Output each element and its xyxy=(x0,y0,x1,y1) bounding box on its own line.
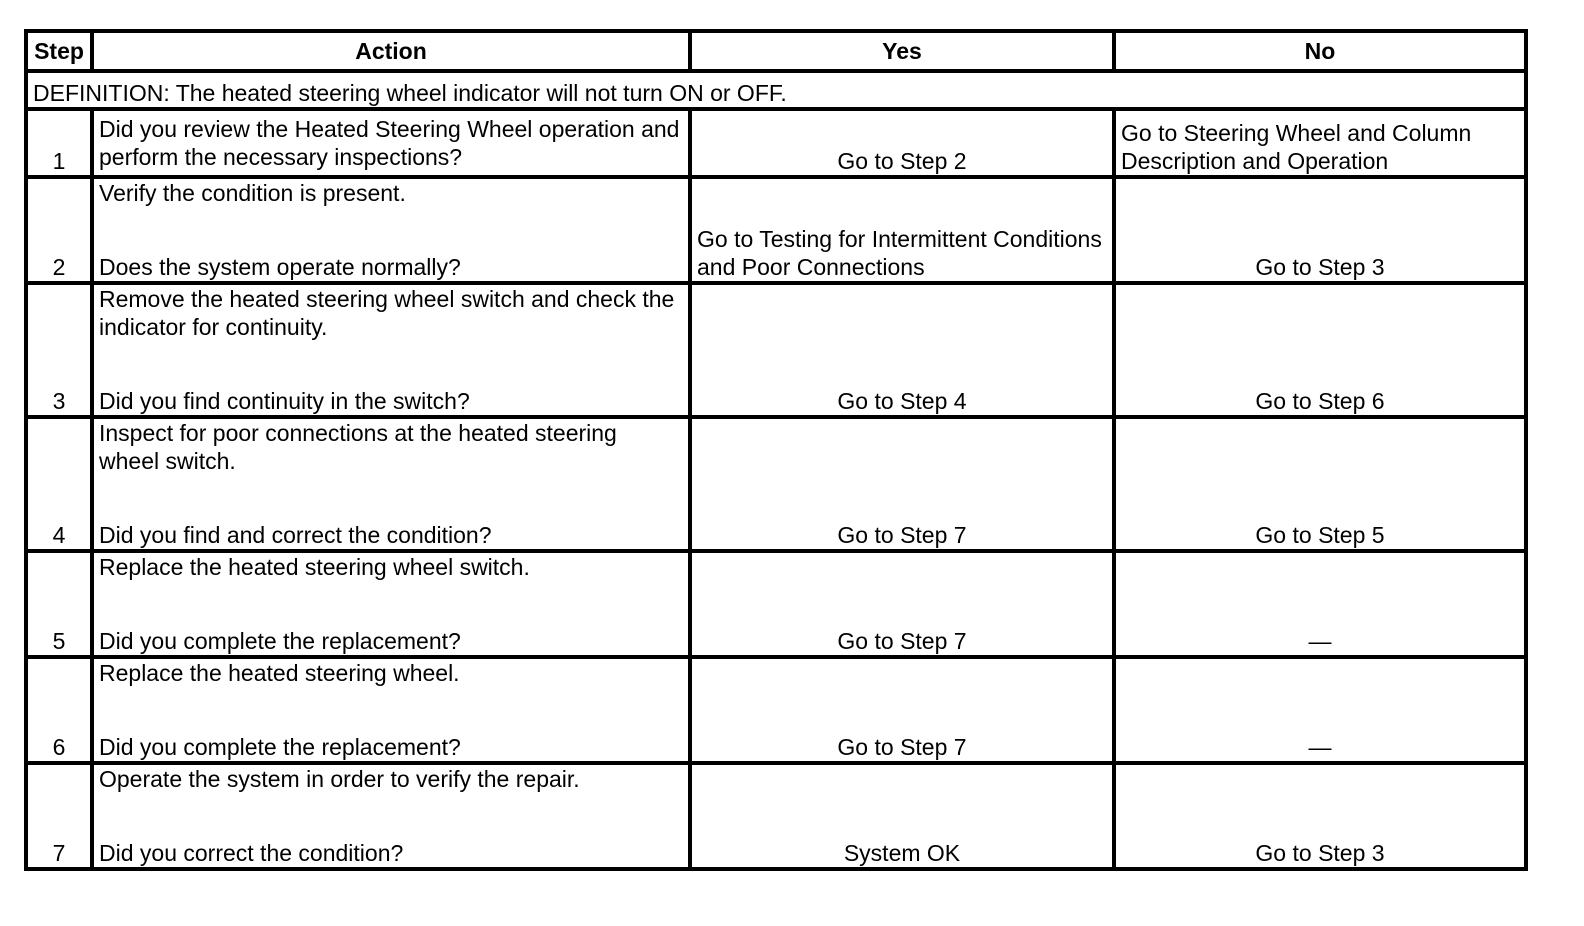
step-action xyxy=(92,109,690,177)
header-no: No xyxy=(1114,31,1526,71)
step-instruction: Operate the system in order to verify the repair. xyxy=(99,766,580,792)
header-step: Step xyxy=(26,31,92,71)
no-result: Go to Steering Wheel and Column Description and Operation xyxy=(1114,109,1526,177)
header-row xyxy=(26,31,1526,71)
step-row-7 xyxy=(26,763,1526,869)
step-action xyxy=(92,283,690,417)
step-row-5 xyxy=(26,551,1526,657)
step-instruction: Did you review the Heated Steering Wheel operation and perform the necessary inspections? xyxy=(99,116,680,170)
yes-result: Go to Step 7 xyxy=(690,551,1114,657)
yes-result: Go to Step 7 xyxy=(690,417,1114,551)
step-action xyxy=(92,763,690,869)
step-question: Did you find continuity in the switch? xyxy=(99,388,470,414)
step-row-6 xyxy=(26,657,1526,763)
step-question: Did you correct the condition? xyxy=(99,840,404,866)
step-row-3 xyxy=(26,283,1526,417)
no-result: Go to Step 5 xyxy=(1114,417,1526,551)
step-question: Does the system operate normally? xyxy=(99,254,461,280)
yes-result: System OK xyxy=(690,763,1114,869)
no-result: Go to Step 3 xyxy=(1114,763,1526,869)
step-number: 1 xyxy=(26,109,92,177)
no-result: — xyxy=(1114,551,1526,657)
no-result: Go to Step 6 xyxy=(1114,283,1526,417)
step-question: Did you complete the replacement? xyxy=(99,628,461,654)
step-row-1 xyxy=(26,109,1526,177)
step-row-2 xyxy=(26,177,1526,283)
no-result: — xyxy=(1114,657,1526,763)
step-question: Did you find and correct the condition? xyxy=(99,522,492,548)
step-instruction: Verify the condition is present. xyxy=(99,180,406,206)
diagnostic-table xyxy=(24,29,1528,871)
step-number: 3 xyxy=(26,283,92,417)
step-action xyxy=(92,177,690,283)
step-action xyxy=(92,551,690,657)
step-number: 5 xyxy=(26,551,92,657)
yes-result: Go to Step 4 xyxy=(690,283,1114,417)
step-row-4 xyxy=(26,417,1526,551)
step-number: 2 xyxy=(26,177,92,283)
header-yes: Yes xyxy=(690,31,1114,71)
definition-row xyxy=(26,71,1526,109)
step-number: 4 xyxy=(26,417,92,551)
yes-result: Go to Step 2 xyxy=(690,109,1114,177)
no-result: Go to Step 3 xyxy=(1114,177,1526,283)
header-action: Action xyxy=(92,31,690,71)
step-instruction: Remove the heated steering wheel switch and check the indicator for continuity. xyxy=(99,286,675,340)
yes-result: Go to Step 7 xyxy=(690,657,1114,763)
step-action xyxy=(92,657,690,763)
definition-text: DEFINITION: The heated steering wheel indicator will not turn ON or OFF. xyxy=(26,71,1526,109)
step-action xyxy=(92,417,690,551)
step-instruction: Replace the heated steering wheel. xyxy=(99,660,460,686)
step-instruction: Replace the heated steering wheel switch. xyxy=(99,554,530,580)
step-number: 6 xyxy=(26,657,92,763)
step-instruction: Inspect for poor connections at the heated steering wheel switch. xyxy=(99,420,617,474)
step-number: 7 xyxy=(26,763,92,869)
yes-result: Go to Testing for Intermittent Conditions and Poor Connections xyxy=(690,177,1114,283)
step-question: Did you complete the replacement? xyxy=(99,734,461,760)
